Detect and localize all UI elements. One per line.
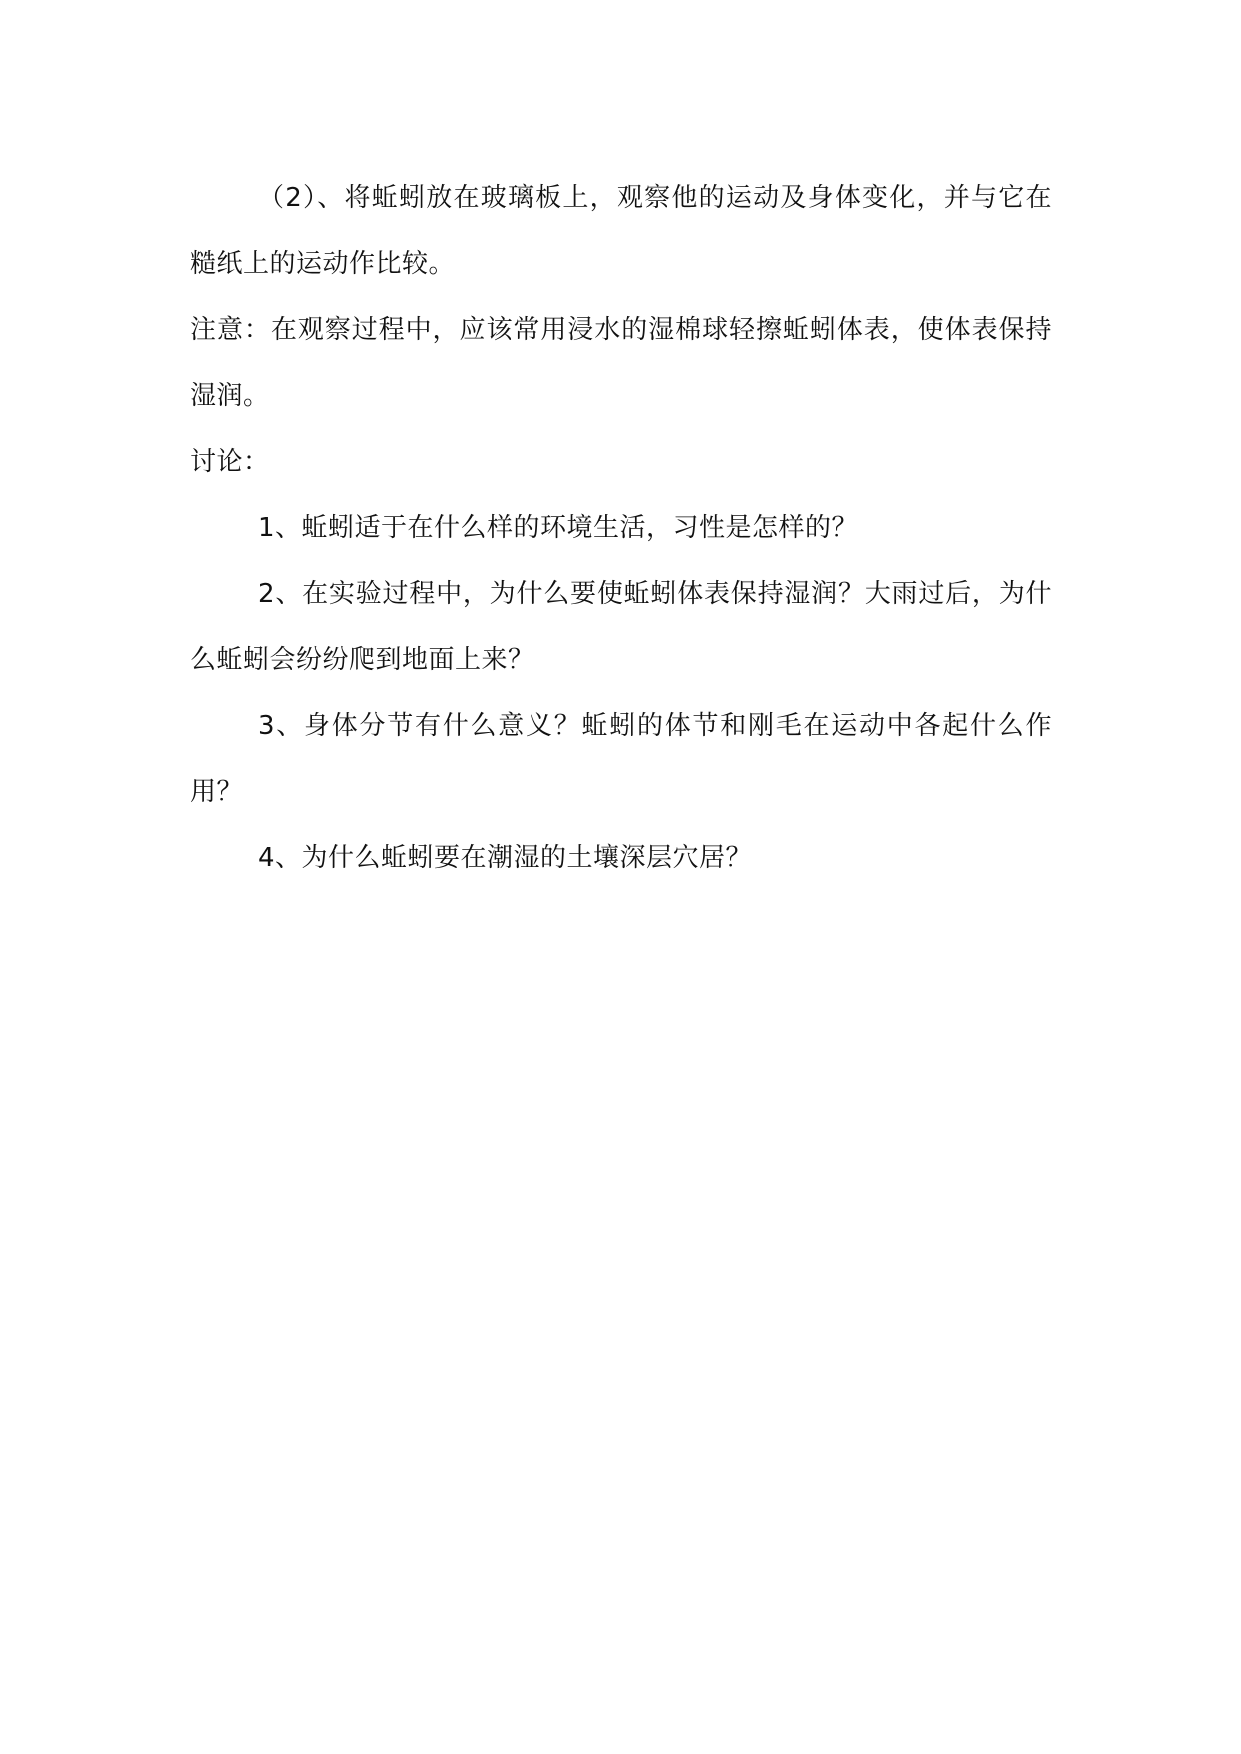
discussion-heading: 讨论：: [190, 447, 270, 477]
note-paragraph: 注意：在观察过程中，应该常用浸水的湿棉球轻擦蚯蚓体表，使体表保持湿润。: [190, 315, 1052, 411]
question-2: 2、在实验过程中，为什么要使蚯蚓体表保持湿润？大雨过后，为什么蚯蚓会纷纷爬到地面上来？: [190, 579, 1052, 675]
step-2-paragraph: （2）、将蚯蚓放在玻璃板上，观察他的运动及身体变化，并与它在糙纸上的运动作比较。: [190, 183, 1052, 279]
document-body: [190, 165, 1052, 891]
question-1: 1、蚯蚓适于在什么样的环境生活，习性是怎样的？: [258, 513, 859, 543]
question-4: 4、为什么蚯蚓要在潮湿的土壤深层穴居？: [258, 843, 753, 873]
question-3: 3、身体分节有什么意义？蚯蚓的体节和刚毛在运动中各起什么作用？: [190, 711, 1052, 807]
